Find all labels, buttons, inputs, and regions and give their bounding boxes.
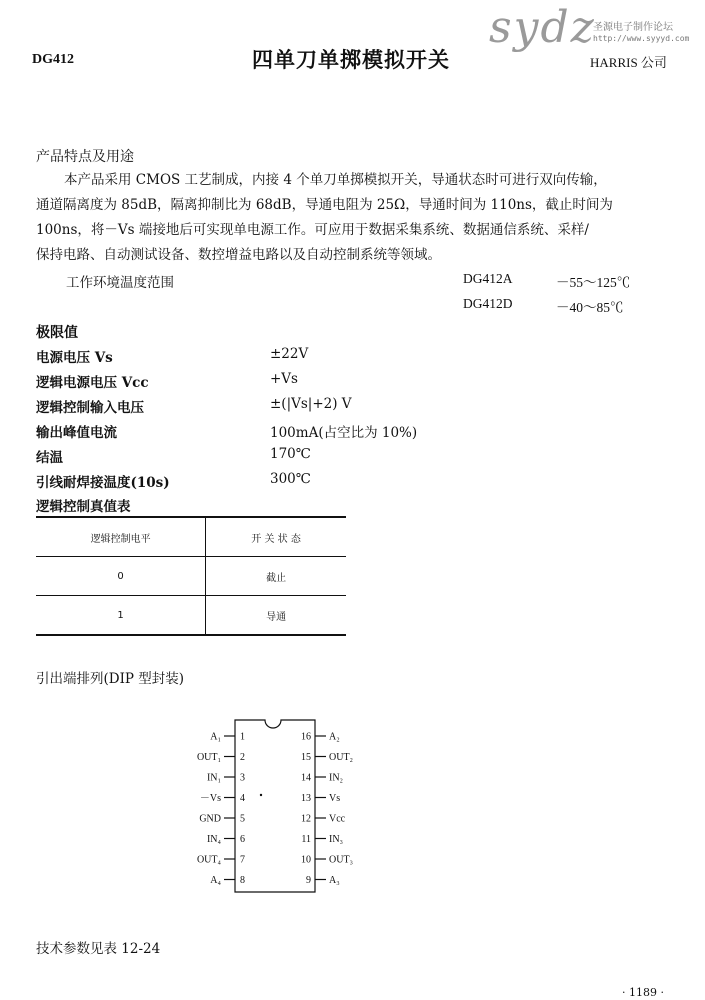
pin-name-label: A₁ xyxy=(210,731,221,743)
dip-package-diagram xyxy=(180,712,380,897)
left-pins xyxy=(197,732,245,887)
limit-value: ±(|Vs|+2) V xyxy=(270,396,352,412)
features-heading: 产品特点及用途 xyxy=(36,149,134,165)
pin-name-label: OUT₃ xyxy=(329,854,354,866)
pin-name-label: A₄ xyxy=(210,875,221,886)
limit-label: 电源电压 Vs xyxy=(36,350,113,366)
limit-label: 结温 xyxy=(36,450,63,466)
pin-name-label: OUT₂ xyxy=(329,752,354,763)
pin-name-label: OUT₁ xyxy=(196,752,221,763)
logo-url: http://www.syyyd.com xyxy=(593,34,690,43)
pin-number-label: 7 xyxy=(240,854,245,866)
pin-number-label: 14 xyxy=(301,772,311,784)
limit-value: ±22V xyxy=(270,346,309,362)
limit-label: 逻辑控制输入电压 xyxy=(36,400,144,416)
limit-label: 逻辑电源电压 Vcc xyxy=(36,375,149,391)
pin-number-label: 16 xyxy=(301,731,311,743)
pin-number-label: 5 xyxy=(240,813,245,825)
features-line: 保持电路、自动测试设备、数控增益电路以及自动控制系统等领域。 xyxy=(36,247,441,263)
limit-label: 引线耐焊接温度(10s) xyxy=(36,475,170,491)
table-cell: 截止 xyxy=(206,557,346,596)
truth-table xyxy=(36,516,346,636)
pin-number-label: 8 xyxy=(240,875,245,886)
pin-number-label: 13 xyxy=(301,793,311,804)
table-row xyxy=(36,596,346,636)
footer-note: 技术参数见表 12-24 xyxy=(36,941,161,957)
pin-number-label: 10 xyxy=(301,854,311,866)
pin-name-label: IN₂ xyxy=(329,772,344,784)
pin-name-label: Vs xyxy=(329,793,341,804)
temp-range: －55～125℃ xyxy=(556,275,631,290)
pin-name-label: GND xyxy=(199,813,221,825)
pin-number-label: 2 xyxy=(240,752,245,763)
pin-number-label: 4 xyxy=(240,793,245,804)
pin-number-label: 11 xyxy=(301,834,311,845)
pinout-heading: 引出端排列(DIP 型封装) xyxy=(36,671,185,687)
pin-number-label: 6 xyxy=(240,834,245,845)
features-line: 100ns，将－Vs 端接地后可实现单电源工作。可应用于数据采集系统、数据通信系统、采样/ xyxy=(36,222,589,238)
ic-body-outline xyxy=(235,720,315,892)
limits-heading: 极限值 xyxy=(36,325,78,341)
limit-value: 170℃ xyxy=(270,446,311,462)
temp-model: DG412D xyxy=(463,296,513,311)
page-title: 四单刀单掷模拟开关 xyxy=(252,47,450,72)
logo-text: sydz xyxy=(489,2,596,53)
pin-name-label: OUT₄ xyxy=(196,854,221,866)
limit-label: 输出峰值电流 xyxy=(36,425,117,441)
column-header: 逻辑控制电平 xyxy=(36,517,206,557)
limit-value: 100mA(占空比为 10%) xyxy=(270,425,418,441)
pin-name-label: －Vs xyxy=(199,793,221,804)
features-paragraph xyxy=(36,168,676,268)
pin-name-label: A₃ xyxy=(329,875,340,886)
pin-number-label: 3 xyxy=(240,772,245,784)
truth-table-heading: 逻辑控制真值表 xyxy=(36,499,131,515)
pin-number-label: 15 xyxy=(301,752,311,763)
pin-name-label: IN₃ xyxy=(329,834,344,845)
pin-number-label: 12 xyxy=(301,813,311,825)
temp-range: －40～85℃ xyxy=(556,300,624,315)
logo-forum-name: 圣源电子制作论坛 xyxy=(593,22,673,33)
company-name: HARRIS 公司 xyxy=(590,55,667,70)
features-line: 本产品采用 CMOS 工艺制成，内接 4 个单刀单掷模拟开关，导通状态时可进行双向传输， xyxy=(64,172,607,188)
pin-name-label: Vcc xyxy=(329,813,346,825)
column-header: 开 关 状 态 xyxy=(206,517,346,557)
temp-range-label: 工作环境温度范围 xyxy=(66,275,174,291)
limit-value: 300℃ xyxy=(270,471,311,487)
table-row xyxy=(36,557,346,596)
limit-value: +Vs xyxy=(270,371,298,387)
right-pins xyxy=(301,732,353,887)
table-cell: 0 xyxy=(36,557,206,596)
pin-name-label: A₂ xyxy=(329,731,340,743)
temp-model: DG412A xyxy=(463,271,513,286)
pin-name-label: IN₁ xyxy=(206,772,221,784)
part-number: DG412 xyxy=(32,52,74,67)
table-header-row xyxy=(36,517,346,557)
features-line: 通道隔离度为 85dB，隔离抑制比为 68dB，导通电阻为 25Ω，导通时间为 110ns，截止时间为 xyxy=(36,197,613,213)
table-cell: 导通 xyxy=(206,596,346,636)
table-cell: 1 xyxy=(36,596,206,636)
pin-number-label: 9 xyxy=(306,875,311,886)
page-number: · 1189 · xyxy=(622,986,664,999)
ic-dot xyxy=(260,794,262,796)
pin-name-label: IN₄ xyxy=(206,834,221,845)
pin-number-label: 1 xyxy=(240,731,245,743)
